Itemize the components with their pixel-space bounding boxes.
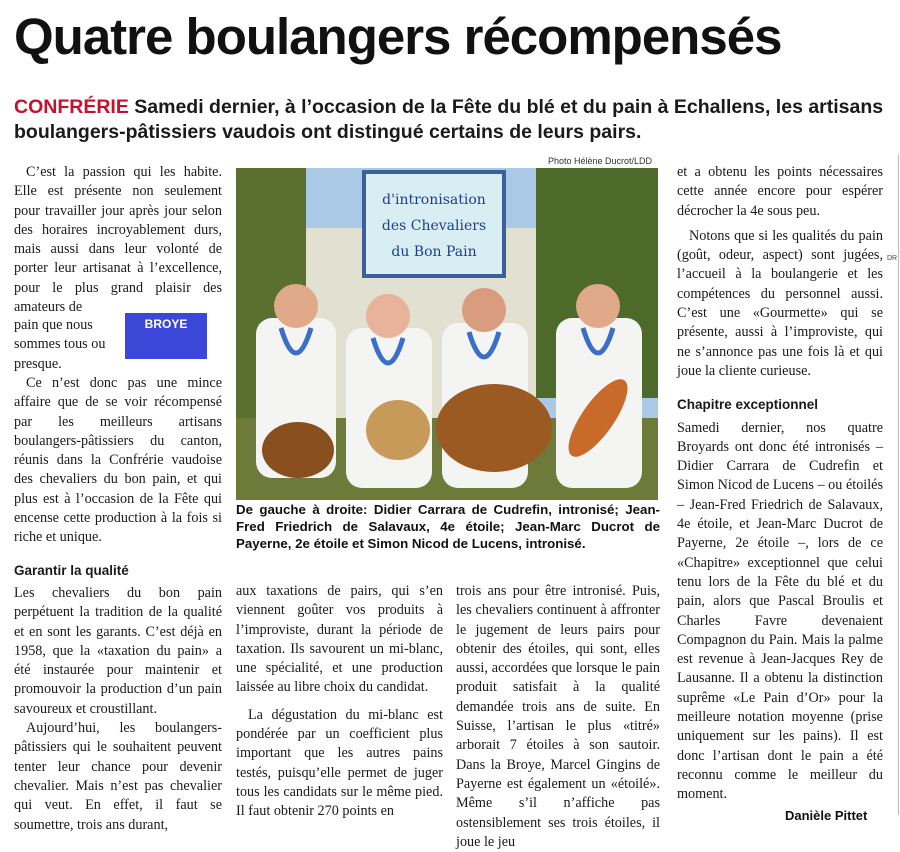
paragraph: C’est la passion qui les habite. Elle est présente non seulement pour travailler jour après jour selon des horaires incroyablement durs, mais aussi dans leur volonté de porter leur artisanat à l’excellence, pour le plus grand plaisir des amateurs de — [14, 164, 222, 316]
paragraph-fragment: pain que nous — [14, 317, 93, 333]
column-2 — [236, 582, 443, 822]
headline: Quatre boulangers récompensés — [14, 8, 782, 65]
banner-line: du Bon Pain — [391, 244, 477, 260]
bread — [262, 422, 334, 478]
paragraph: La dégustation du mi-blanc est pondérée par un coefficient plus important que les autres pains testés, puisqu’elle permet de juger tous les candidats sur le même pied. Il faut obtenir 270 points en — [236, 706, 443, 820]
page-edge-rule — [898, 155, 899, 815]
paragraph: trois ans pour être intronisé. Puis, les chevaliers continuent à affronter le jugement de leurs pairs pour obtenir des étoiles, qui sont, elles aussi, accordées que lorsque le pain produit satisfait à la qualité demandée trois ans de suite. En Suisse, l’artisan le plus «titré» arborait 7 étoiles à son sautoir. Dans la Broye, Marcel Gingins de Payerne est également un «étoilé». Même s’il n’affiche pas ostensiblement ses trois étoiles, il joue le jeu — [456, 583, 660, 850]
paragraph: Samedi dernier, nos quatre Broyards ont donc été intronisés – Didier Carrara de Cudrefin et Simon Nicod de Lucens – ou étoilés – Jean-Fred Friedrich de Salavaux, 4e étoile, et Jean-Marc Ducrot de Payerne, 2e étoile –, lors de ce «Chapitre» exceptionnel que celui tenu lors de la Fête du blé et du pain, alors que Pascal Broulis et Charles Favre devenaient Compagnon du Pain. Mais la palme est revenue à Jean-Jacques Rey de Lausanne. Il a obtenu la distinction suprême «Le Pain d’Or» pour la meilleure notation moyenne (prise uniquement sur les pains). Il est donc l’artisan dont le pain a été reconnu comme le meilleur du moment. — [677, 419, 883, 803]
deck-text: Samedi dernier, à l’occasion de la Fête du blé et du pain à Echallens, les artisans boulangers-pâtissiers vaudois ont distingué certains de leurs pairs. — [14, 96, 884, 143]
photo-caption: De gauche à droite: Didier Carrara de Cudrefin, intronisé; Jean-Fred Friedrich de Salavaux, 4e étoile; Jean-Marc Ducrot de Payerne, 2e étoile et Simon Nicod de Lucens, intronisé. — [236, 502, 660, 551]
paragraph: Aujourd’hui, les boulangers-pâtissiers qui le souhaitent peuvent tenter leur chance pour devenir chevalier. Mais n’est pas chevalier qui veut. En effet, il faut se soumettre, trois ans durant, — [14, 720, 222, 833]
column-3 — [456, 582, 660, 852]
section-tag-label: BROYE — [144, 317, 188, 331]
photo-illustration — [236, 168, 658, 500]
byline: Danièle Pittet — [785, 808, 868, 823]
photo — [236, 168, 658, 500]
column-1 — [14, 163, 222, 317]
column-1-cont — [14, 374, 222, 835]
column-4 — [677, 163, 883, 805]
section-tag — [125, 313, 207, 359]
paragraph-fragment: presque. — [14, 355, 62, 372]
paragraph: Notons que si les qualités du pain (goût, odeur, aspect) sont jugées, l’accueil à la boulangerie et les compétences du personnel aussi. C’est une «Gourmette» qui se présente, aussi à l’improviste, qui ne s’annonce pas une fois là et qui joue la cliente curieuse. — [677, 227, 883, 379]
paragraph: et a obtenu les points nécessaires cette année encore pour espérer décrocher la 4e sous peu. — [677, 164, 883, 219]
deck — [14, 95, 894, 145]
paragraph-fragment: sommes tous ou — [14, 336, 106, 353]
paragraph: Ce n’est donc pas une mince affaire que de se voir récompensé par les meilleurs artisans boulangers-pâtissiers du canton, réunis dans la Confrérie vaudoise des chevaliers du bon pain, et qui plus est à l’occasion de la Fête qui encense cette production à la fois si riche et unique. — [14, 375, 222, 546]
column-1-wrap — [14, 316, 122, 374]
paragraph: Les chevaliers du bon pain perpétuent la tradition de la qualité et en sont les garants. C’est déjà en 1958, que la «taxation du pain» a été instaurée pour maintenir et promouvoir la production d’un pain savoureux et croustillant. — [14, 584, 222, 717]
bread — [366, 400, 430, 460]
banner-line: des Chevaliers — [381, 218, 487, 234]
bread — [436, 384, 552, 472]
photo-credit: Photo Hélène Ducrot/LDD — [548, 156, 653, 166]
subhead-garantir: Garantir la qualité — [14, 562, 129, 578]
deck-kicker: CONFRÉRIE — [14, 96, 129, 118]
subhead-chapitre: Chapitre exceptionnel — [677, 397, 819, 413]
paragraph: aux taxations de pairs, qui s’en viennent goûter vos produits à l’improviste, durant la période de taxation. Ils savourent un mi-blanc, une spécialité, et une production laissée au libre choix du candidat. — [236, 583, 443, 696]
banner-line: d'intronisation — [382, 192, 486, 208]
side-mark: DR — [887, 255, 898, 262]
